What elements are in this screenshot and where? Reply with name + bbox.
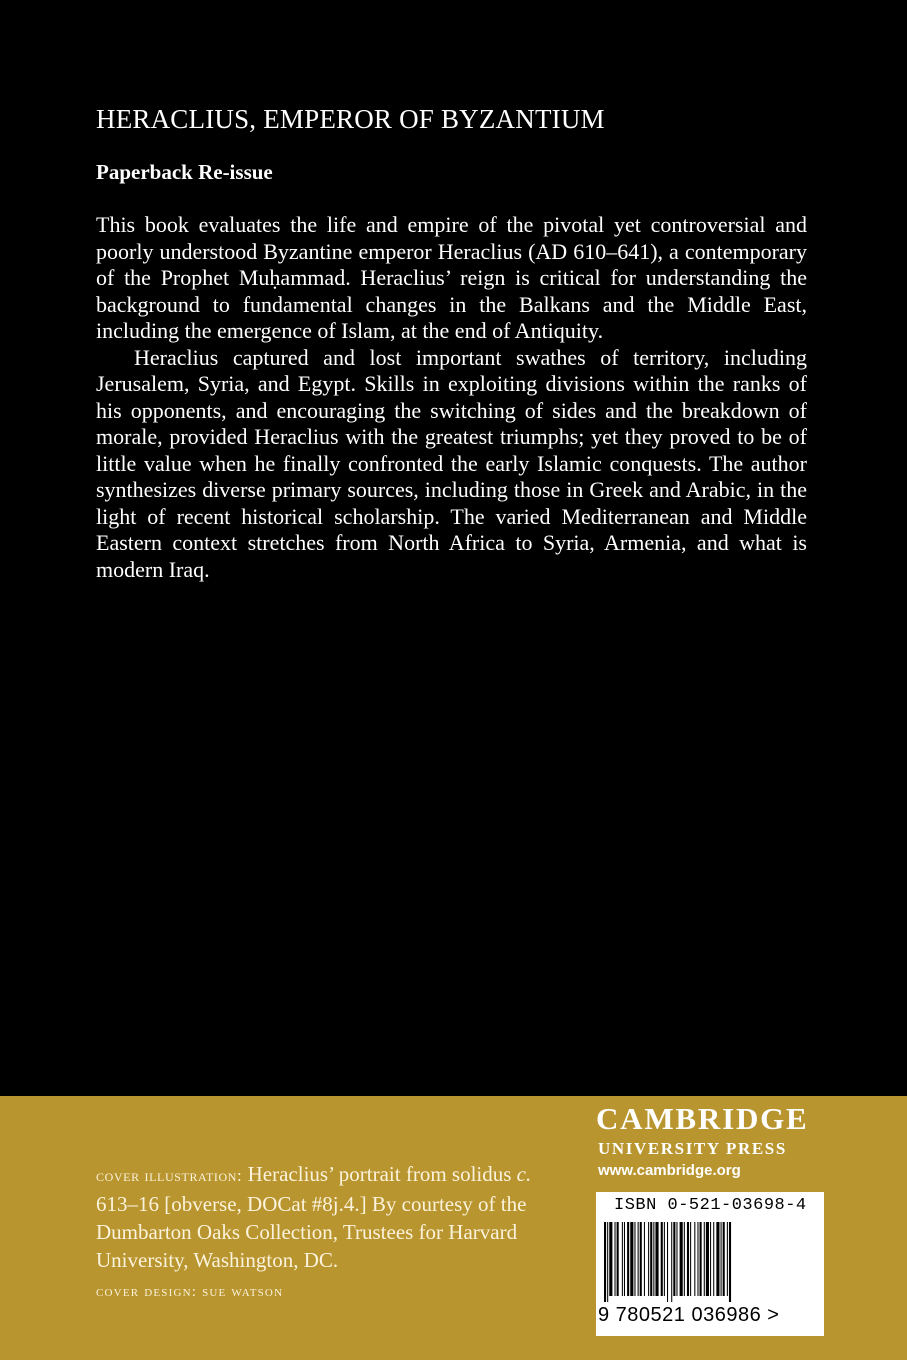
barcode-bar (630, 1222, 633, 1296)
barcode-bar (661, 1222, 663, 1296)
illustration-text-2: 613–16 [obverse, DOCat #8j.4.] By courtesy of the Dumbarton Oaks Collection, Trustees for Harvard University, Washington, DC. (96, 1192, 527, 1272)
book-description (96, 212, 807, 583)
cover-illustration-credit (96, 1160, 566, 1274)
barcode-bar (700, 1222, 702, 1296)
barcode-bar (648, 1222, 649, 1296)
barcode-icon (602, 1222, 816, 1302)
barcode-bar (664, 1222, 665, 1296)
barcode-bar (667, 1222, 668, 1302)
barcode-panel (596, 1192, 824, 1336)
illustration-circa: c. (516, 1162, 532, 1186)
ean-number: 9 780521 036986 > (598, 1304, 780, 1326)
barcode-bar (713, 1222, 714, 1296)
barcode-bar (634, 1222, 635, 1296)
barcode-bar (673, 1222, 675, 1296)
barcode-bar (721, 1222, 722, 1296)
barcode-bar (638, 1222, 639, 1296)
description-paragraph-1: This book evaluates the life and empire of the pivotal yet controversial and poorly understood Byzantine emperor Heraclius (AD 610–641), a contemporary of the Prophet Muḥammad. Heraclius’ reign is critical for understanding the background to fundamental changes in the Balkans and the Middle East, including the emergence of Islam, at the end of Antiquity. (96, 212, 807, 343)
barcode-bar (704, 1222, 705, 1296)
book-title: HERACLIUS, EMPEROR OF BYZANTIUM (96, 104, 605, 134)
barcode-bar (690, 1222, 691, 1296)
barcode-bar (684, 1222, 685, 1296)
barcode-bar (716, 1222, 719, 1296)
barcode-bar (694, 1222, 695, 1296)
publisher-logo-subtitle: UNIVERSITY PRESS (598, 1139, 787, 1158)
barcode-bar (680, 1222, 683, 1296)
barcode-bar (676, 1222, 677, 1296)
barcode-bar (650, 1222, 652, 1296)
illustration-text-1: Heraclius’ portrait from solidus (242, 1162, 517, 1186)
barcode-bar (687, 1222, 689, 1296)
barcode-bar (697, 1222, 698, 1296)
barcode-bar (617, 1222, 619, 1296)
barcode-bar (624, 1222, 625, 1296)
barcode-bar (671, 1222, 672, 1302)
barcode-bar (710, 1222, 711, 1296)
barcode-bar (607, 1222, 608, 1302)
barcode-bar (615, 1222, 616, 1296)
illustration-label: cover illustration: (96, 1166, 243, 1185)
barcode-bar (627, 1222, 629, 1296)
barcode-bar (644, 1222, 645, 1296)
description-paragraph-2: Heraclius captured and lost important swathes of territory, including Jerusalem, Syria, and Egypt. Skills in exploiting divisions within the ranks of his opponents, and encouraging the switching of sides and the breakdown of morale, provided Heraclius with the greatest triumphs; yet they proved to be of little value when he finally confronted the early Islamic conquests. The author synthesizes diverse primary sources, including those in Greek and Arabic, in the light of recent historical scholarship. The varied Mediterranean and Middle Eastern context stretches from North Africa to Syria, Armenia, and what is modern Iraq. (96, 344, 807, 582)
barcode-bar (609, 1222, 612, 1296)
barcode-bar (655, 1222, 658, 1296)
isbn-number: ISBN 0-521-03698-4 (614, 1196, 807, 1215)
barcode-bar (653, 1222, 654, 1296)
barcode-bar (723, 1222, 725, 1296)
barcode-bar (640, 1222, 642, 1296)
publisher-url: www.cambridge.org (598, 1162, 741, 1179)
barcode-bar (729, 1222, 731, 1302)
publisher-logo: CAMBRIDGE (596, 1101, 809, 1136)
edition-label: Paperback Re-issue (96, 160, 273, 184)
barcode-bar (604, 1222, 606, 1302)
barcode-bar (622, 1222, 623, 1296)
cover-design-credit: cover design: sue watson (96, 1284, 284, 1300)
barcode-bar (727, 1222, 728, 1296)
barcode-bar (706, 1222, 709, 1296)
